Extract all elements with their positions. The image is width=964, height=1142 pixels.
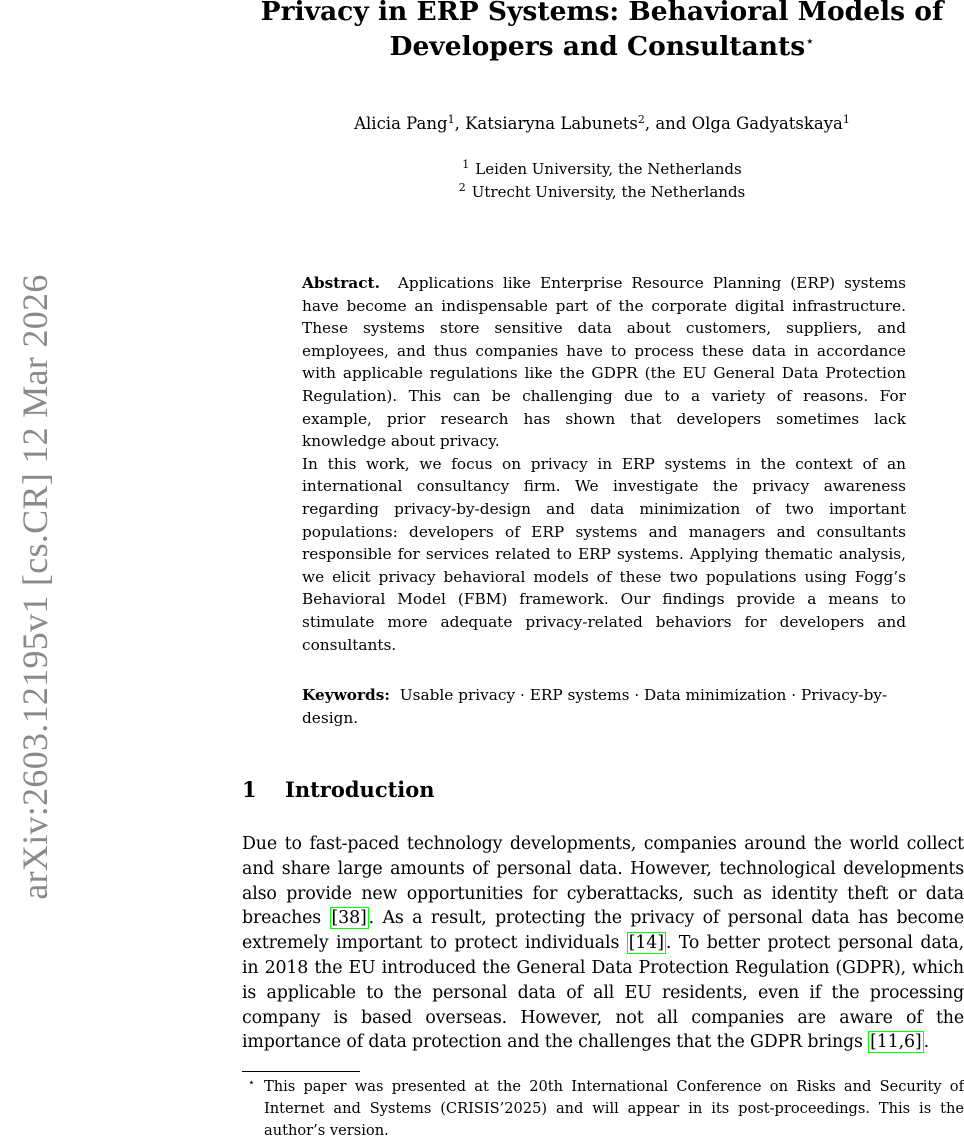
title-line-2: Developers and Consultants⋆ [389, 31, 815, 62]
author-list [240, 113, 964, 135]
keywords-label: Keywords: [302, 686, 390, 704]
author-name: Katsiaryna Labunets [465, 114, 638, 133]
citation-link[interactable]: [14] [628, 933, 664, 954]
keywords-text: Usable privacy · ERP systems · Data minimization · Privacy-by-design. [302, 686, 888, 727]
footnote-mark: ⋆ [248, 1076, 255, 1089]
author-affil-mark: 1 [842, 113, 850, 126]
footnote-text: This paper was presented at the 20th International Conference on Risks and Security of Internet and Systems (CRISIS’2025) and will appear in its post-proceedings. This is the author’s version. [264, 1078, 964, 1139]
author-affil-mark: 1 [447, 113, 455, 126]
title-footnote-mark[interactable]: ⋆ [805, 32, 815, 50]
keywords [302, 684, 906, 729]
author-separator: , [454, 114, 466, 133]
paper-title [240, 0, 964, 64]
author-separator: , and [644, 114, 692, 133]
author-affil-mark: 2 [637, 113, 645, 126]
arxiv-identifier: arXiv:2603.12195v1 [cs.CR] 12 Mar 2026 [15, 274, 55, 900]
citation-link[interactable]: [11,6] [870, 1032, 922, 1053]
abstract [302, 272, 906, 656]
affiliation: $^1$ Leiden University, the Netherlands [462, 158, 742, 178]
intro-paragraph: Due to fast-paced technology developments, companies around the world collect and share large amounts of personal data. However, technological developments also provide new opportunities for cyberattacks, such as identity theft or data breaches [38] . As a result, protecting the privacy of personal data has become extremely important to protect individuals [14] . To better protect personal data, in 2018 the EU introduced the General Data Protection Regulation (GDPR), which is applicable to the personal data of all EU residents, even if the processing company is based overseas. However, not all companies are aware of the importance of data protection and the challenges that the GDPR brings [11,6] . [242, 834, 964, 1053]
title-line-1: Privacy in ERP Systems: Behavioral Models of [260, 0, 944, 27]
abstract-paragraph-1: Abstract. Applications like Enterprise Resource Planning (ERP) systems have become an indispensable part of the corporate digital infrastructure. These systems store sensitive data about customers, suppliers, and employees, and thus companies have to process these data in accordance with applicable regulations like the GDPR (the EU General Data Protection Regulation). This can be challenging due to a variety of reasons. For example, prior research has shown that developers sometimes lack knowledge about privacy. [302, 274, 906, 451]
footnote [242, 1076, 964, 1142]
section-number: 1 [242, 777, 257, 802]
abstract-paragraph-2: In this work, we focus on privacy in ERP systems in the context of an international consultancy firm. We investigate the privacy awareness regarding privacy-by-design and data minimization of two important populations: developers of ERP systems and managers and consultants responsible for services related to ERP systems. Applying thematic analysis, we elicit privacy behavioral models of these two populations using Fogg’s Behavioral Model (FBM) framework. Our findings provide a means to stimulate more adequate privacy-related behaviors for developers and consultants. [302, 454, 906, 654]
author-name: Alicia Pang [354, 114, 448, 133]
footnote-rule [242, 1071, 360, 1072]
citation-link[interactable]: [38] [331, 908, 367, 929]
section-heading [242, 776, 435, 804]
affiliations [240, 158, 964, 204]
affiliation: $^2$ Utrecht University, the Netherlands [458, 181, 746, 201]
section-title: Introduction [285, 777, 435, 802]
abstract-label: Abstract. [302, 274, 380, 292]
author-name: Olga Gadyatskaya [691, 114, 843, 133]
